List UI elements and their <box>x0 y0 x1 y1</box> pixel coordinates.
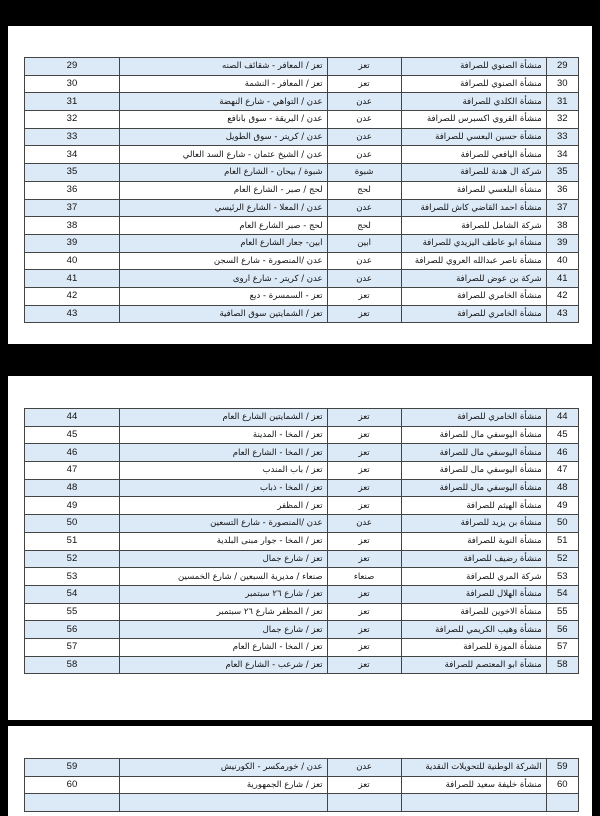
row-number-left: 31 <box>25 93 120 111</box>
governorate-cell: تعز <box>327 776 401 794</box>
company-name-cell <box>401 794 546 812</box>
address-cell: تعز / المعافر - النشمة <box>119 75 327 93</box>
row-number-left: 32 <box>25 111 120 129</box>
row-number-right: 49 <box>546 497 578 515</box>
row-number-right: 57 <box>546 638 578 656</box>
table-row <box>25 426 579 444</box>
row-number-right: 48 <box>546 479 578 497</box>
address-cell: ابين- جعار الشارع العام <box>119 234 327 252</box>
table-row <box>25 58 579 76</box>
row-number-left: 38 <box>25 217 120 235</box>
exchange-table-3 <box>24 758 579 812</box>
address-cell: تعز / المخا - الشارع العام <box>119 444 327 462</box>
table-row <box>25 270 579 288</box>
address-cell: تعز / شارع جمال <box>119 550 327 568</box>
address-cell: عدن / الشيخ عثمان - شارع السد العالي <box>119 146 327 164</box>
governorate-cell: صنعاء <box>327 568 401 586</box>
company-name-cell: منشأة رضيف للصرافة <box>401 550 546 568</box>
table-row <box>25 585 579 603</box>
row-number-left: 39 <box>25 234 120 252</box>
document-page-1 <box>8 26 592 344</box>
row-number-right: 40 <box>546 252 578 270</box>
address-cell: تعز - السمسرة - ديع <box>119 287 327 305</box>
row-number-right: 38 <box>546 217 578 235</box>
governorate-cell: عدن <box>327 759 401 777</box>
company-name-cell: شركة المري للصرافة <box>401 568 546 586</box>
row-number-right: 29 <box>546 58 578 76</box>
governorate-cell: تعز <box>327 287 401 305</box>
row-number-left <box>25 794 120 812</box>
row-number-left: 37 <box>25 199 120 217</box>
table-row <box>25 409 579 427</box>
company-name-cell: منشأة اليافعي للصرافة <box>401 146 546 164</box>
governorate-cell: عدن <box>327 515 401 533</box>
address-cell: تعز / المخا - ذباب <box>119 479 327 497</box>
governorate-cell: تعز <box>327 585 401 603</box>
address-cell: تعز / شارع جمال <box>119 621 327 639</box>
governorate-cell: عدن <box>327 252 401 270</box>
table-row <box>25 497 579 515</box>
address-cell: عدن / كريتر - سوق الطويل <box>119 128 327 146</box>
table-row <box>25 287 579 305</box>
document-page-3 <box>8 726 592 816</box>
address-cell: عدن / كريتر - شارع اروى <box>119 270 327 288</box>
table-row <box>25 532 579 550</box>
row-number-right: 51 <box>546 532 578 550</box>
row-number-left: 58 <box>25 656 120 674</box>
address-cell: تعز / المخا - جوار مبنى البلدية <box>119 532 327 550</box>
row-number-left: 45 <box>25 426 120 444</box>
row-number-right: 31 <box>546 93 578 111</box>
address-cell: تعز / المظفر <box>119 497 327 515</box>
governorate-cell: تعز <box>327 479 401 497</box>
row-number-left: 49 <box>25 497 120 515</box>
row-number-left: 44 <box>25 409 120 427</box>
row-number-left: 47 <box>25 462 120 480</box>
company-name-cell: الشركة الوطنية للتحويلات النقدية <box>401 759 546 777</box>
address-cell: عدن / خورمكسر - الكورنيش <box>119 759 327 777</box>
company-name-cell: منشأة ابو عاطف اليزيدي للصرافة <box>401 234 546 252</box>
governorate-cell: تعز <box>327 638 401 656</box>
governorate-cell: تعز <box>327 603 401 621</box>
table-row <box>25 656 579 674</box>
governorate-cell: لحج <box>327 181 401 199</box>
company-name-cell: شركة ال هدنة للصرافة <box>401 164 546 182</box>
governorate-cell: تعز <box>327 550 401 568</box>
company-name-cell: منشأة الموزة للصرافة <box>401 638 546 656</box>
row-number-left: 55 <box>25 603 120 621</box>
company-name-cell: منشأة الكلدي للصرافة <box>401 93 546 111</box>
table-row <box>25 462 579 480</box>
company-name-cell: منشأة وهيب الكريمي للصرافة <box>401 621 546 639</box>
governorate-cell: تعز <box>327 656 401 674</box>
address-cell: تعز / الشمايتين سوق الصافية <box>119 305 327 323</box>
exchange-table-2 <box>24 408 579 674</box>
company-name-cell: منشأة الهيثم للصرافة <box>401 497 546 515</box>
company-name-cell: منشأة احمد القاضي كاش للصرافة <box>401 199 546 217</box>
row-number-left: 40 <box>25 252 120 270</box>
table-row <box>25 568 579 586</box>
row-number-right: 30 <box>546 75 578 93</box>
row-number-right: 58 <box>546 656 578 674</box>
row-number-right: 45 <box>546 426 578 444</box>
table-row <box>25 444 579 462</box>
row-number-right: 47 <box>546 462 578 480</box>
company-name-cell: منشأة الهلال للصرافة <box>401 585 546 603</box>
governorate-cell: شبوة <box>327 164 401 182</box>
row-number-left: 30 <box>25 75 120 93</box>
table-row <box>25 234 579 252</box>
table-row <box>25 199 579 217</box>
row-number-left: 41 <box>25 270 120 288</box>
row-number-right: 53 <box>546 568 578 586</box>
row-number-right: 35 <box>546 164 578 182</box>
company-name-cell: منشأة الخامري للصرافة <box>401 287 546 305</box>
table-row <box>25 93 579 111</box>
governorate-cell: تعز <box>327 75 401 93</box>
row-number-left: 43 <box>25 305 120 323</box>
company-name-cell: منشأة اليوسفي مال للصرافة <box>401 479 546 497</box>
address-cell: تعز / شارع الجمهورية <box>119 776 327 794</box>
address-cell: صنعاء / مديرية السبعين / شارع الخمسين <box>119 568 327 586</box>
row-number-right: 50 <box>546 515 578 533</box>
company-name-cell: منشأة الاخوين للصرافة <box>401 603 546 621</box>
row-number-left: 57 <box>25 638 120 656</box>
row-number-right: 59 <box>546 759 578 777</box>
company-name-cell: منشأة حسين البعسي للصرافة <box>401 128 546 146</box>
company-name-cell: منشأة البلعسي للصرافة <box>401 181 546 199</box>
row-number-left: 53 <box>25 568 120 586</box>
row-number-right: 37 <box>546 199 578 217</box>
row-number-left: 50 <box>25 515 120 533</box>
governorate-cell: تعز <box>327 409 401 427</box>
table-row <box>25 515 579 533</box>
address-cell: شبوة / بيحان - الشارع العام <box>119 164 327 182</box>
exchange-table-1 <box>24 57 579 323</box>
table-row <box>25 603 579 621</box>
company-name-cell: منشأة اليوسفي مال للصرافة <box>401 426 546 444</box>
governorate-cell: تعز <box>327 426 401 444</box>
row-number-left: 59 <box>25 759 120 777</box>
row-number-right: 54 <box>546 585 578 603</box>
row-number-right: 56 <box>546 621 578 639</box>
document-page-2 <box>8 376 592 720</box>
row-number-left: 35 <box>25 164 120 182</box>
governorate-cell: تعز <box>327 532 401 550</box>
table-row <box>25 759 579 777</box>
table-row <box>25 128 579 146</box>
governorate-cell: تعز <box>327 462 401 480</box>
company-name-cell: منشأة اليوسفي مال للصرافة <box>401 462 546 480</box>
address-cell: عدن / المعلا - الشارع الرئيسي <box>119 199 327 217</box>
row-number-right: 60 <box>546 776 578 794</box>
row-number-left: 33 <box>25 128 120 146</box>
governorate-cell <box>327 794 401 812</box>
address-cell: تعز / المظفر شارع ٢٦ سبتمبر <box>119 603 327 621</box>
row-number-left: 42 <box>25 287 120 305</box>
company-name-cell: منشأة الصنوي للصرافة <box>401 58 546 76</box>
company-name-cell: منشأة النوبة للصرافة <box>401 532 546 550</box>
governorate-cell: عدن <box>327 199 401 217</box>
company-name-cell: منشأة بن يزيد للصرافة <box>401 515 546 533</box>
row-number-right: 39 <box>546 234 578 252</box>
address-cell: عدن /المنصورة - شارع السجن <box>119 252 327 270</box>
table-row <box>25 164 579 182</box>
address-cell: تعز / شرعب - الشارع العام <box>119 656 327 674</box>
governorate-cell: تعز <box>327 497 401 515</box>
row-number-left: 54 <box>25 585 120 603</box>
table-row <box>25 305 579 323</box>
company-name-cell: منشأة الخامري للصرافة <box>401 305 546 323</box>
row-number-left: 51 <box>25 532 120 550</box>
governorate-cell: عدن <box>327 93 401 111</box>
row-number-left: 29 <box>25 58 120 76</box>
governorate-cell: عدن <box>327 128 401 146</box>
table-row <box>25 776 579 794</box>
table-row <box>25 146 579 164</box>
row-number-left: 52 <box>25 550 120 568</box>
table-row <box>25 111 579 129</box>
governorate-cell: عدن <box>327 146 401 164</box>
table-row <box>25 75 579 93</box>
table-row <box>25 181 579 199</box>
address-cell: تعز / شارع ٢٦ سبتمبر <box>119 585 327 603</box>
company-name-cell: منشأة ناصر عبدالله العروي للصرافة <box>401 252 546 270</box>
address-cell <box>119 794 327 812</box>
governorate-cell: تعز <box>327 444 401 462</box>
row-number-left: 34 <box>25 146 120 164</box>
row-number-left: 46 <box>25 444 120 462</box>
governorate-cell: تعز <box>327 305 401 323</box>
row-number-right: 34 <box>546 146 578 164</box>
governorate-cell: تعز <box>327 621 401 639</box>
row-number-left: 36 <box>25 181 120 199</box>
address-cell: لحج - صبر الشارع العام <box>119 217 327 235</box>
row-number-right: 32 <box>546 111 578 129</box>
row-number-right: 52 <box>546 550 578 568</box>
governorate-cell: عدن <box>327 270 401 288</box>
address-cell: تعز / المعافر - شقائف الصنه <box>119 58 327 76</box>
row-number-right: 43 <box>546 305 578 323</box>
address-cell: تعز / المخا - الشارع العام <box>119 638 327 656</box>
company-name-cell: منشأة القروي اكسبرس للصرافة <box>401 111 546 129</box>
table-row <box>25 794 579 812</box>
address-cell: تعز / المخا - المدينة <box>119 426 327 444</box>
table-row <box>25 638 579 656</box>
address-cell: لحج / صبر - الشارع العام <box>119 181 327 199</box>
address-cell: تعز / الشمايتين الشارع العام <box>119 409 327 427</box>
table-row <box>25 217 579 235</box>
row-number-left: 56 <box>25 621 120 639</box>
address-cell: عدن /المنصورة - شارع التسعين <box>119 515 327 533</box>
address-cell: تعز / باب المندب <box>119 462 327 480</box>
row-number-right: 41 <box>546 270 578 288</box>
address-cell: عدن / البريقة - سوق بانافع <box>119 111 327 129</box>
company-name-cell: منشأة اليوسفي مال للصرافة <box>401 444 546 462</box>
table-row <box>25 252 579 270</box>
company-name-cell: منشأة الخامري للصرافة <box>401 409 546 427</box>
row-number-right: 55 <box>546 603 578 621</box>
row-number-right: 44 <box>546 409 578 427</box>
table-row <box>25 621 579 639</box>
company-name-cell: شركة بن عوض للصرافة <box>401 270 546 288</box>
row-number-right: 33 <box>546 128 578 146</box>
governorate-cell: لحج <box>327 217 401 235</box>
row-number-right <box>546 794 578 812</box>
governorate-cell: عدن <box>327 111 401 129</box>
company-name-cell: شركة الشامل للصرافة <box>401 217 546 235</box>
governorate-cell: ابين <box>327 234 401 252</box>
row-number-right: 42 <box>546 287 578 305</box>
address-cell: عدن / التواهي - شارع النهضة <box>119 93 327 111</box>
row-number-right: 46 <box>546 444 578 462</box>
governorate-cell: تعز <box>327 58 401 76</box>
table-row <box>25 550 579 568</box>
company-name-cell: منشأة ابو المعتصم للصرافة <box>401 656 546 674</box>
row-number-left: 60 <box>25 776 120 794</box>
company-name-cell: منشأة الصنوي للصرافة <box>401 75 546 93</box>
company-name-cell: منشأة خليفة سعيد للصرافة <box>401 776 546 794</box>
table-row <box>25 479 579 497</box>
row-number-right: 36 <box>546 181 578 199</box>
row-number-left: 48 <box>25 479 120 497</box>
